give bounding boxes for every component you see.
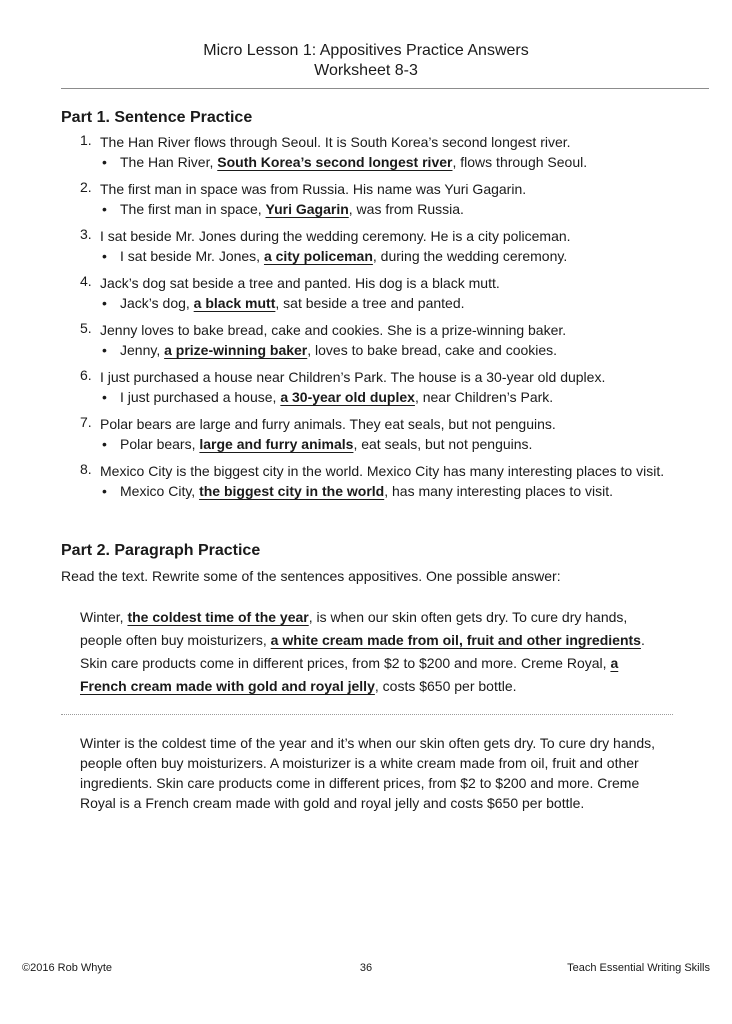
appositive: a white cream made from oil, fruit and other ingredients <box>270 632 641 648</box>
practice-item-2 <box>80 179 680 219</box>
item-number: 6. <box>80 367 92 383</box>
appositive: large and furry animals <box>199 436 354 452</box>
sentence-practice-list <box>80 132 680 508</box>
appositive: a city policeman <box>263 248 373 264</box>
header-divider <box>61 88 709 89</box>
answer-sentence: • Polar bears, large and furry animals, eat seals, but not penguins. <box>102 436 533 452</box>
practice-item-3 <box>80 226 680 266</box>
footer-book-title: Teach Essential Writing Skills <box>567 962 710 974</box>
practice-item-6 <box>80 367 680 407</box>
appositive: a black mutt <box>193 295 276 311</box>
original-sentence: Jack’s dog sat beside a tree and panted. His dog is a black mutt. <box>100 275 500 291</box>
appositive: Yuri Gagarin <box>265 201 349 217</box>
item-number: 8. <box>80 461 92 477</box>
paragraph-divider <box>61 714 673 715</box>
part2-instructions: Read the text. Rewrite some of the sentences appositives. One possible answer: <box>61 568 561 584</box>
footer-copyright: ©2016 Rob Whyte <box>22 962 113 974</box>
answer-sentence: • Jack’s dog, a black mutt, sat beside a tree and panted. <box>102 295 465 311</box>
bullet-icon: • <box>102 342 107 358</box>
bullet-icon: • <box>102 248 107 264</box>
bullet-icon: • <box>102 154 107 170</box>
footer-page-number: 36 <box>359 962 373 974</box>
answer-paragraph: Winter, the coldest time of the year, is when our skin often gets dry. To cure dry hands, people often buy moisturizers, a white cream made from oil, fruit and other ingredients. Skin care products come in different prices, from $2 to $200 and more. Creme Royal, a French cream made with gold and royal jelly, costs $650 per bottle. <box>80 609 645 694</box>
appositive: a 30-year old duplex <box>280 389 415 405</box>
practice-item-5 <box>80 320 680 360</box>
item-number: 3. <box>80 226 92 242</box>
item-number: 5. <box>80 320 92 336</box>
practice-item-7 <box>80 414 680 454</box>
appositive: South Korea’s second longest river <box>217 154 453 170</box>
original-sentence: The Han River flows through Seoul. It is South Korea’s second longest river. <box>100 134 571 150</box>
original-sentence: I just purchased a house near Children’s Park. The house is a 30-year old duplex. <box>100 369 606 385</box>
answer-sentence: • Jenny, a prize-winning baker, loves to bake bread, cake and cookies. <box>102 342 558 358</box>
answer-sentence: • Mexico City, the biggest city in the world, has many interesting places to visit. <box>102 483 613 499</box>
appositive: the coldest time of the year <box>127 609 309 625</box>
answer-sentence: • The Han River, South Korea’s second longest river, flows through Seoul. <box>102 154 588 170</box>
original-sentence: Jenny loves to bake bread, cake and cookies. She is a prize-winning baker. <box>100 322 567 338</box>
bullet-icon: • <box>102 436 107 452</box>
practice-item-1 <box>80 132 680 172</box>
answer-sentence: • I just purchased a house, a 30-year old duplex, near Children’s Park. <box>102 389 554 405</box>
item-number: 4. <box>80 273 92 289</box>
original-sentence: I sat beside Mr. Jones during the wedding ceremony. He is a city policeman. <box>100 228 571 244</box>
bullet-icon: • <box>102 295 107 311</box>
bullet-icon: • <box>102 389 107 405</box>
part1-title: Part 1. Sentence Practice <box>61 109 253 126</box>
lesson-title: Micro Lesson 1: Appositives Practice Answers <box>203 42 529 59</box>
part2-title: Part 2. Paragraph Practice <box>61 542 261 559</box>
worksheet-header <box>0 41 732 81</box>
item-number: 7. <box>80 414 92 430</box>
original-sentence: Polar bears are large and furry animals. They eat seals, but not penguins. <box>100 416 556 432</box>
bullet-icon: • <box>102 201 107 217</box>
original-sentence: The first man in space was from Russia. His name was Yuri Gagarin. <box>100 181 527 197</box>
item-number: 2. <box>80 179 92 195</box>
original-paragraph: Winter is the coldest time of the year and it’s when our skin often gets dry. To cure dry hands, people often buy moisturizers. A moisturizer is a white cream made from oil, fruit and other ingredients. Skin care products come in different prices, from $2 to $200 and more. Creme Royal is a French cream made with gold and royal jelly and costs $650 per bottle. <box>80 735 656 811</box>
practice-item-4 <box>80 273 680 313</box>
appositive: the biggest city in the world <box>199 483 385 499</box>
appositive: a French cream made with gold and royal jelly <box>80 655 619 694</box>
item-number: 1. <box>80 132 92 148</box>
original-sentence: Mexico City is the biggest city in the world. Mexico City has many interesting places to visit. <box>100 463 665 479</box>
practice-item-8 <box>80 461 680 501</box>
answer-sentence: • I sat beside Mr. Jones, a city policeman, during the wedding ceremony. <box>102 248 568 264</box>
appositive: a prize-winning baker <box>164 342 308 358</box>
worksheet-number: Worksheet 8-3 <box>314 62 418 79</box>
answer-sentence: • The first man in space, Yuri Gagarin, was from Russia. <box>102 201 464 217</box>
bullet-icon: • <box>102 483 107 499</box>
